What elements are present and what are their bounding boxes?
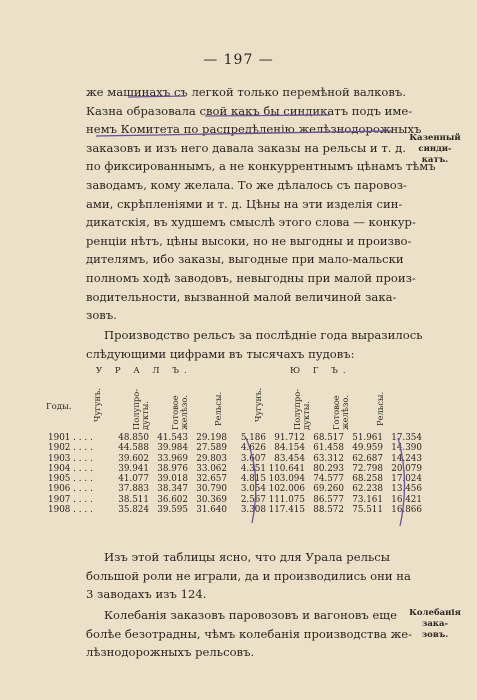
text-line: лѣзнодорожныхъ рельсовъ. [86, 645, 255, 660]
value-cell: 38.511 [118, 494, 149, 505]
value-cell: 4.815 [240, 474, 266, 485]
value-cell: 111.075 [268, 494, 305, 505]
region-south-heading: Ю Г Ъ. [290, 366, 351, 376]
value-cell: 17.354 [391, 433, 422, 443]
value-cell: 14.243 [391, 453, 422, 464]
text-line: зовъ. [86, 308, 117, 323]
years-column-label: Годы. [46, 402, 72, 412]
value-cell: 39.941 [118, 463, 149, 474]
value-cell: 48.850 [118, 433, 149, 443]
value-cell: 30.790 [196, 484, 227, 495]
table-row [48, 454, 422, 464]
text-line: Производство рельсъ за послѣдніе года выразилось [104, 328, 423, 342]
value-cell: 29.803 [196, 453, 227, 464]
rail-production-table [48, 433, 422, 515]
value-cell: 75.511 [352, 505, 383, 516]
value-cell: 17.024 [391, 474, 422, 485]
value-cell: 83.454 [274, 453, 305, 464]
value-cell: 36.602 [157, 494, 188, 505]
paragraph-rail-production [86, 326, 423, 363]
value-cell: 13.456 [391, 484, 422, 495]
value-cell: 110.641 [268, 463, 305, 474]
text-line: полномъ ходѣ заводовъ, невыгодны при малой произ- [86, 270, 416, 285]
value-cell: 72.798 [352, 463, 383, 474]
column-header: Чугунъ. [253, 388, 263, 422]
margin-note-line: катъ. [421, 155, 449, 165]
table-row [48, 443, 422, 453]
value-cell: 73.161 [352, 494, 383, 505]
table-row [48, 474, 422, 484]
margin-note-line: Казенный синди- [409, 133, 461, 154]
text-line: Изъ этой таблицы ясно, что для Урала рельсы [104, 550, 390, 564]
text-line: немъ Комитета по распредѣленію желѣзнодорожныхъ [86, 122, 422, 137]
table-row [48, 495, 422, 505]
value-cell: 49.959 [352, 443, 383, 454]
value-cell: 44.588 [118, 443, 149, 454]
value-cell: 38.347 [157, 484, 188, 495]
value-cell: 68.517 [313, 433, 344, 443]
margin-note-line: зовъ. [421, 630, 449, 640]
margin-note-orders [396, 608, 474, 641]
year-cell: 1901 . . . . [48, 433, 93, 443]
text-line: большой роли не играли, да и производились они на [86, 568, 411, 583]
value-cell: 88.572 [313, 505, 344, 516]
value-cell: 35.824 [118, 505, 149, 516]
text-line: слѣдующими цифрами въ тысячахъ пудовъ: [86, 346, 355, 361]
text-line: Колебанія заказовъ паровозовъ и вагоновъ еще [104, 608, 397, 622]
value-cell: 74.577 [313, 474, 344, 485]
value-cell: 51.961 [352, 433, 383, 443]
value-cell: 16.421 [391, 494, 422, 505]
year-cell: 1906 . . . . [48, 484, 93, 495]
value-cell: 33.062 [196, 463, 227, 474]
year-cell: 1902 . . . . [48, 443, 93, 454]
year-cell: 1903 . . . . [48, 453, 93, 464]
text-line: дикатскія, въ худшемъ смыслѣ этого слова — конкур- [86, 215, 416, 230]
value-cell: 61.458 [313, 443, 344, 454]
text-line: заводамъ, кому желала. То же дѣлалось съ паровоз- [86, 177, 407, 192]
margin-note-line: Колебанія зака- [409, 608, 461, 629]
value-cell: 39.595 [157, 505, 188, 516]
value-cell: 86.577 [313, 494, 344, 505]
paragraph-orders [86, 606, 413, 662]
table-row [48, 433, 422, 443]
text-line: Казна образовала свой какъ бы синдикатъ подъ име- [86, 103, 413, 118]
text-line: дителямъ, ибо заказы, выгодные при мало-мальски [86, 252, 404, 267]
page-number: — 197 — [203, 52, 274, 68]
value-cell: 3.054 [240, 484, 266, 495]
margin-note-syndicate [396, 133, 474, 166]
value-cell: 16.866 [391, 505, 422, 516]
value-cell: 41.543 [157, 433, 188, 443]
column-header: Рельсы. [213, 391, 223, 426]
table-row [48, 505, 422, 515]
value-cell: 29.198 [196, 433, 227, 443]
value-cell: 80.293 [313, 463, 344, 474]
value-cell: 117.415 [268, 505, 305, 516]
year-cell: 1905 . . . . [48, 474, 93, 485]
value-cell: 4.626 [240, 443, 266, 454]
value-cell: 3.308 [240, 505, 266, 516]
year-cell: 1908 . . . . [48, 505, 93, 516]
value-cell: 69.260 [313, 484, 344, 495]
value-cell: 33.969 [157, 453, 188, 464]
text-line: ами, скрѣпленіями и т. д. Цѣны на эти изделія син- [86, 196, 403, 211]
text-line: по фиксированнымъ, а не конкуррентнымъ цѣнамъ тѣмъ [86, 159, 436, 174]
value-cell: 62.238 [352, 484, 383, 495]
text-line: 3 заводахъ изъ 124. [86, 587, 207, 602]
column-header: Рельсы. [375, 391, 385, 426]
value-cell: 39.018 [157, 474, 188, 485]
value-cell: 27.589 [196, 443, 227, 454]
text-line: же машинахъ съ легкой только перемѣной валковъ. [86, 85, 406, 99]
value-cell: 14.390 [391, 443, 422, 454]
column-header: Полупро- дукты. [292, 388, 311, 430]
value-cell: 41.077 [118, 474, 149, 485]
table-row [48, 464, 422, 474]
year-cell: 1904 . . . . [48, 463, 93, 474]
value-cell: 39.602 [118, 453, 149, 464]
value-cell: 39.984 [157, 443, 188, 454]
year-cell: 1907 . . . . [48, 494, 93, 505]
column-header: Готовое желѣзо. [170, 395, 189, 430]
column-header: Готовое желѣзо. [331, 395, 350, 430]
value-cell: 38.976 [157, 463, 188, 474]
value-cell: 91.712 [274, 433, 305, 443]
table-row [48, 484, 422, 494]
text-line: водительности, вызванной малой величиной зака- [86, 289, 397, 304]
region-ural-heading: У Р А Л Ъ. [96, 366, 192, 376]
value-cell: 2.567 [240, 494, 266, 505]
value-cell: 30.369 [196, 494, 227, 505]
text-line: ренціи нѣтъ, цѣны высоки, но не выгодны и произво- [86, 233, 412, 248]
paragraph-ural-conclusion [86, 548, 411, 604]
value-cell: 84.154 [274, 443, 305, 454]
value-cell: 102.006 [268, 484, 305, 495]
value-cell: 32.657 [196, 474, 227, 485]
value-cell: 63.312 [313, 453, 344, 464]
text-line: заказовъ и изъ него давала заказы на рельсы и т. д. [86, 140, 406, 155]
value-cell: 68.258 [352, 474, 383, 485]
value-cell: 5.186 [240, 433, 266, 443]
column-header: Полупро- дукты. [131, 388, 150, 430]
value-cell: 31.640 [196, 505, 227, 516]
value-cell: 37.883 [118, 484, 149, 495]
text-line: болѣе безотрадны, чѣмъ колебанія производства же- [86, 626, 413, 641]
value-cell: 62.687 [352, 453, 383, 464]
value-cell: 3.607 [240, 453, 266, 464]
value-cell: 4.351 [240, 463, 266, 474]
value-cell: 103.094 [268, 474, 305, 485]
column-header: Чугунъ. [92, 388, 102, 422]
value-cell: 20.079 [391, 463, 422, 474]
